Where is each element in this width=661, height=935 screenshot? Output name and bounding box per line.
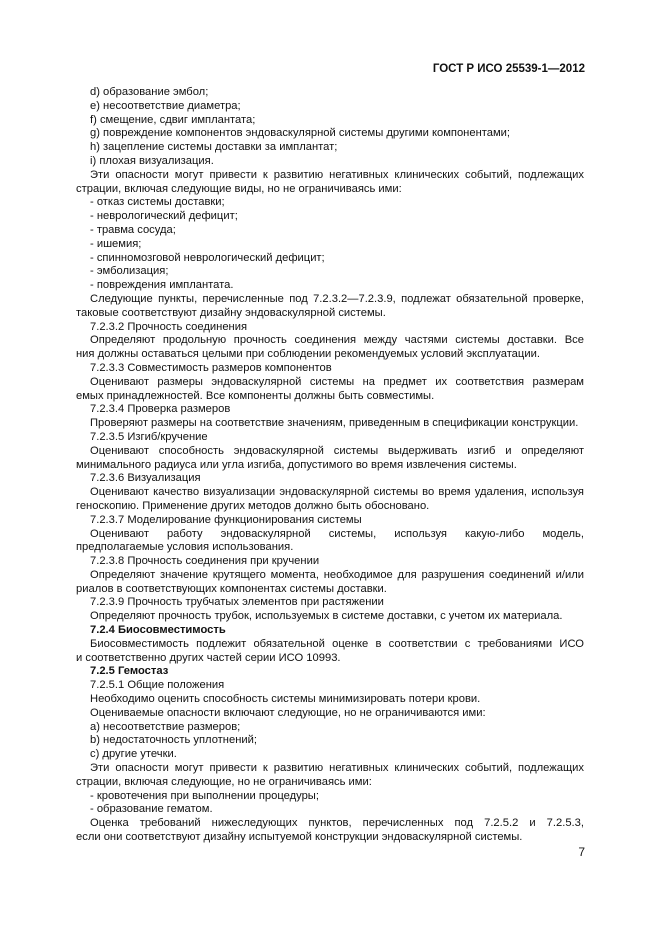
text-line: 7.2.3.2 Прочность соединения <box>90 320 248 333</box>
text-line: 7.2.3.9 Прочность трубчатых элементов при растяжении <box>90 596 384 609</box>
text-line: - повреждения имплантата. <box>90 279 234 292</box>
text-line: Оценивают работу эндоваскулярной системы, используя какую-либо модель, <box>90 527 584 540</box>
text-line: h) зацепление системы доставки за имплантат; <box>90 141 338 154</box>
text-line: 7.2.3.7 Моделирование функционирования системы <box>90 513 362 526</box>
text-line: страции, включая следующие виды, но не ограничиваясь ими: <box>76 182 402 195</box>
text-line: e) несоответствие диаметра; <box>90 99 241 112</box>
text-line: Проверяют размеры на соответствие значениям, приведенным в спецификации конструкции. <box>90 417 579 430</box>
text-line: ния должны оставаться целыми при соблюдении рекомендуемых условий эксплуатации. <box>76 348 540 361</box>
text-line: 7.2.3.6 Визуализация <box>90 472 201 485</box>
text-line: Определяют продольную прочность соединения между частями системы доставки. Все <box>90 334 584 347</box>
text-line: таковые соответствуют дизайну эндоваскулярной системы. <box>76 306 386 319</box>
document-code-header: ГОСТ Р ИСО 25539-1—2012 <box>432 63 585 75</box>
document-body <box>76 86 584 845</box>
page-number: 7 <box>578 845 585 859</box>
text-line: - спинномозговой неврологический дефицит; <box>90 251 325 264</box>
text-line: Эти опасности могут привести к развитию негативных клинических событий, подлежащих <box>90 762 584 775</box>
text-line: - травма сосуда; <box>90 223 176 236</box>
text-line: Оценивают размеры эндоваскулярной системы на предмет их соответствия размерам <box>90 375 584 388</box>
section-heading: 7.2.5 Гемостаз <box>90 665 169 678</box>
text-line: Необходимо оценить способность системы минимизировать потери крови. <box>90 693 481 706</box>
text-line: b) недостаточность уплотнений; <box>90 734 257 747</box>
text-line: емых принадлежностей. Все компоненты должны быть совместимы. <box>76 389 435 402</box>
text-line: 7.2.3.5 Изгиб/кручение <box>90 430 208 443</box>
text-line: геноскопию. Применение других методов должно быть обосновано. <box>76 499 430 512</box>
text-line: 7.2.3.8 Прочность соединения при кручении <box>90 555 320 568</box>
section-heading: 7.2.4 Биосовместимость <box>90 624 226 637</box>
text-line: - неврологический дефицит; <box>90 210 238 223</box>
text-line: 7.2.5.1 Общие положения <box>90 679 225 692</box>
text-line: Определяют значение крутящего момента, необходимое для разрушения соединений и/или <box>90 568 584 581</box>
text-line: a) несоответствие размеров; <box>90 720 241 733</box>
text-line: c) другие утечки. <box>90 748 177 761</box>
text-line: Определяют прочность трубок, используемых в системе доставки, с учетом их материала. <box>90 610 563 623</box>
text-line: - ишемия; <box>90 237 142 250</box>
text-line: Оценивают способность эндоваскулярной системы выдерживать изгиб и определяют <box>90 444 584 457</box>
text-line: если они соответствуют дизайну испытуемой конструкции эндоваскулярной системы. <box>76 831 523 844</box>
text-line: риалов в соответствующих компонентах системы доставки. <box>76 582 387 595</box>
text-line: d) образование эмбол; <box>90 86 209 98</box>
text-line: - кровотечения при выполнении процедуры; <box>90 789 319 802</box>
text-line: Эти опасности могут привести к развитию негативных клинических событий, подлежащих <box>90 168 584 181</box>
text-line: Оценка требований нижеследующих пунктов, перечисленных под 7.2.5.2 и 7.2.5.3, <box>90 817 584 830</box>
text-line: минимального радиуса или угла изгиба, допустимого во время извлечения системы. <box>76 458 517 471</box>
text-line: Биосовместимость подлежит обязательной оценке в соответствии с требованиями ИСО <box>90 637 584 650</box>
text-line: страции, включая следующие, но не ограничиваясь ими: <box>76 775 372 788</box>
text-line: i) плохая визуализация. <box>90 154 214 167</box>
text-line: - эмболизация; <box>90 265 169 278</box>
text-line: Следующие пункты, перечисленные под 7.2.3.2—7.2.3.9, подлежат обязательной проверке, <box>90 292 584 305</box>
text-line: - отказ системы доставки; <box>90 196 225 209</box>
text-line: и соответственно других частей серии ИСО 10993. <box>76 651 341 664</box>
text-line: Оценивают качество визуализации эндоваскулярной системы во время удаления, используя <box>90 486 584 499</box>
text-line: предполагаемые условия использования. <box>76 541 294 554</box>
text-line: f) смещение, сдвиг имплантата; <box>90 113 256 126</box>
text-line: g) повреждение компонентов эндоваскулярной системы другими компонентами; <box>90 127 511 140</box>
text-line: 7.2.3.4 Проверка размеров <box>90 403 231 416</box>
text-line: Оцениваемые опасности включают следующие, но не ограничиваются ими: <box>90 706 486 719</box>
text-line: 7.2.3.3 Совместимость размеров компонентов <box>90 361 332 374</box>
text-line: - образование гематом. <box>90 803 213 816</box>
